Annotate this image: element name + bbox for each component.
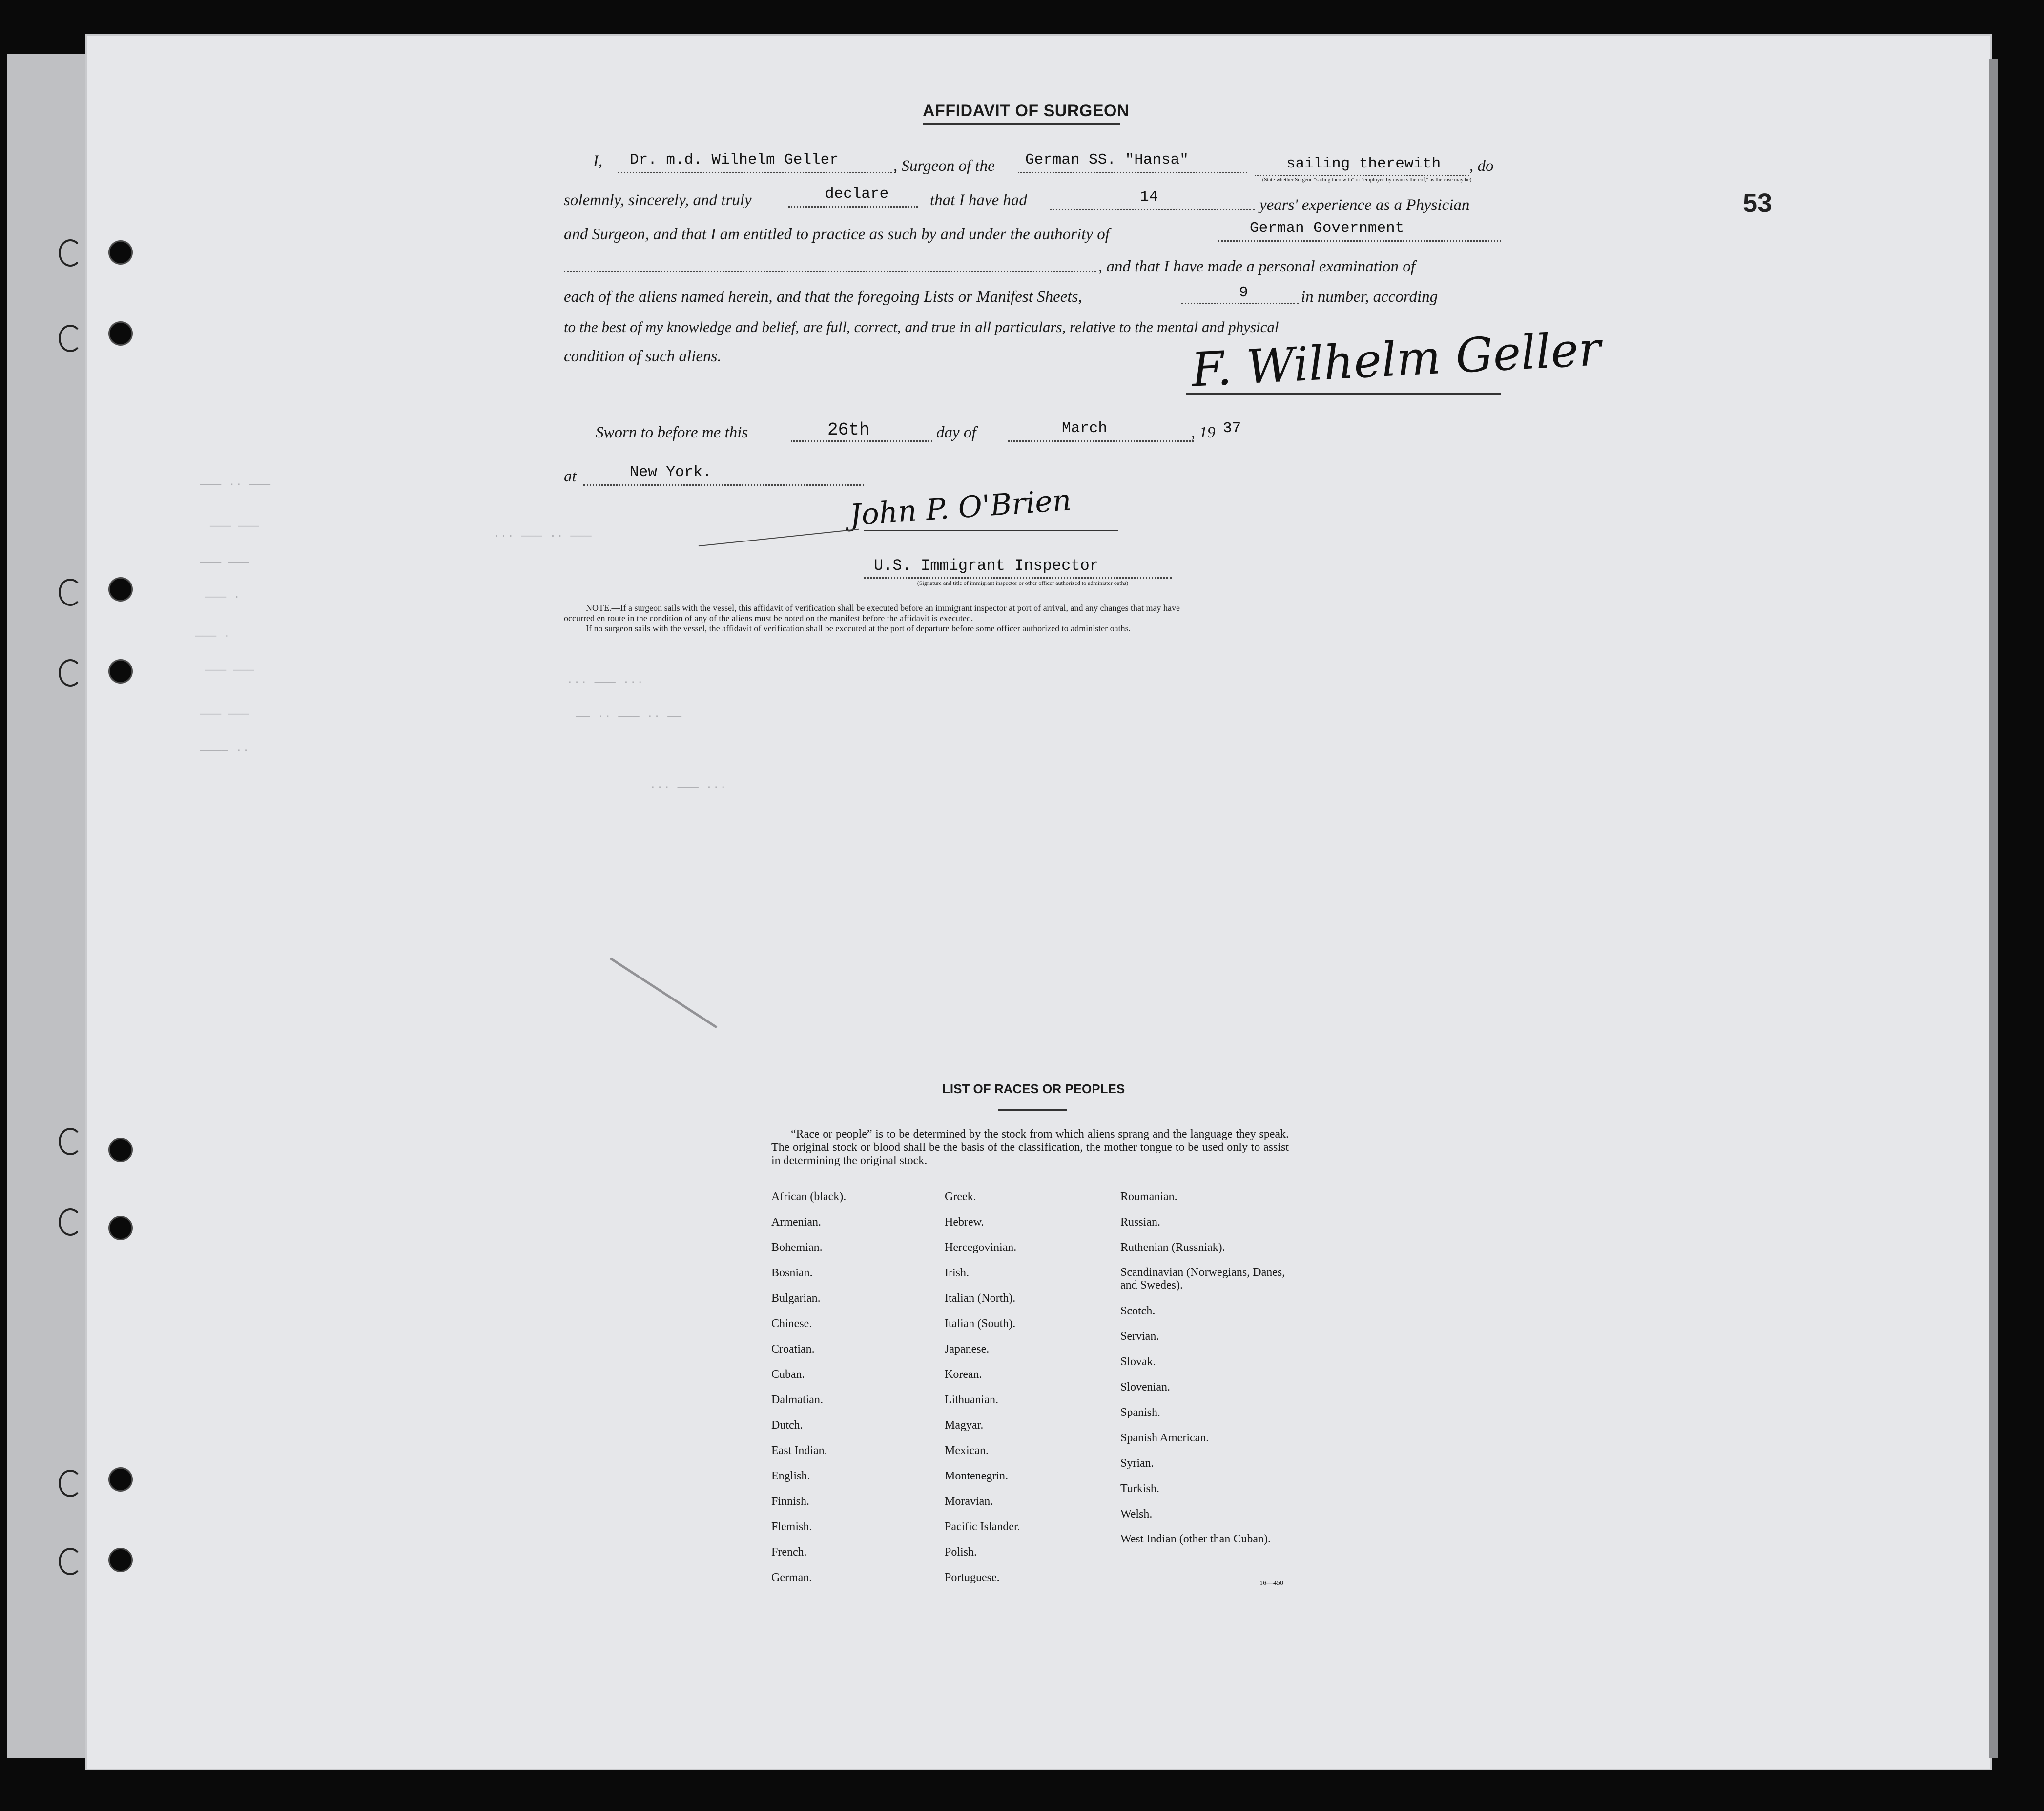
race-item: Slovak. bbox=[1120, 1355, 1156, 1368]
affidavit-note: NOTE.—If a surgeon sails with the vessel, this affidavit of verification shall be executed before an immigrant inspector at port of arrival, and any changes that may have bbox=[586, 603, 1180, 613]
signature-rule bbox=[1186, 393, 1501, 395]
race-item: Spanish. bbox=[1120, 1406, 1161, 1419]
binder-hole bbox=[108, 1467, 133, 1492]
race-item: English. bbox=[771, 1470, 810, 1482]
affidavit-text: I, bbox=[593, 152, 603, 170]
race-item: Magyar. bbox=[945, 1419, 984, 1432]
affidavit-text: , Surgeon of the bbox=[893, 157, 995, 175]
bleed-through-mark: ——— ——— bbox=[205, 664, 254, 677]
binder-hole bbox=[108, 1138, 133, 1162]
title-rule bbox=[923, 123, 1120, 125]
binder-hole-edge bbox=[59, 1548, 82, 1575]
race-item: French. bbox=[771, 1546, 807, 1559]
dotted-rule bbox=[1181, 303, 1299, 304]
sworn-month: March bbox=[1062, 420, 1108, 437]
race-item: Cuban. bbox=[771, 1368, 805, 1381]
page-edge bbox=[1989, 59, 1998, 1758]
race-item: Servian. bbox=[1120, 1330, 1159, 1343]
binder-hole-edge bbox=[59, 579, 82, 606]
years-experience: 14 bbox=[1140, 188, 1158, 206]
title-rule bbox=[998, 1109, 1067, 1111]
race-item: Scotch. bbox=[1120, 1305, 1156, 1317]
affidavit-text: years' experience as a Physician bbox=[1259, 196, 1470, 214]
bleed-through-mark: ——— ——— bbox=[200, 557, 249, 570]
bleed-through-mark: ——— · bbox=[195, 630, 231, 643]
race-item: Greek. bbox=[945, 1190, 976, 1203]
race-item: Lithuanian. bbox=[945, 1394, 998, 1406]
binder-hole bbox=[108, 1216, 133, 1240]
race-item: Mexican. bbox=[945, 1444, 989, 1457]
race-item: Flemish. bbox=[771, 1520, 812, 1533]
race-item: Hercegovinian. bbox=[945, 1241, 1017, 1254]
race-item: Ruthenian (Russniak). bbox=[1120, 1241, 1225, 1254]
binder-hole bbox=[108, 577, 133, 602]
race-item: Slovenian. bbox=[1120, 1381, 1170, 1394]
binder-hole-edge bbox=[59, 325, 82, 352]
race-item: Syrian. bbox=[1120, 1457, 1154, 1470]
race-item: Chinese. bbox=[771, 1317, 812, 1330]
manifest-sheets: 9 bbox=[1239, 284, 1248, 301]
race-item: West Indian (other than Cuban). bbox=[1120, 1533, 1271, 1545]
affidavit-text: Sworn to before me this bbox=[596, 424, 748, 441]
race-item: Portuguese. bbox=[945, 1571, 1000, 1584]
race-item: Italian (South). bbox=[945, 1317, 1016, 1330]
surgeon-status: sailing therewith bbox=[1286, 155, 1441, 172]
vessel-name: German SS. "Hansa" bbox=[1025, 151, 1189, 168]
race-item: Dalmatian. bbox=[771, 1394, 823, 1406]
dotted-rule bbox=[564, 271, 1096, 272]
race-item: East Indian. bbox=[771, 1444, 827, 1457]
dotted-rule bbox=[1050, 209, 1255, 210]
race-item: Korean. bbox=[945, 1368, 982, 1381]
authority: German Government bbox=[1250, 220, 1404, 237]
race-item: Polish. bbox=[945, 1546, 977, 1559]
race-item: Italian (North). bbox=[945, 1292, 1016, 1305]
races-column-2 bbox=[945, 1184, 1020, 1590]
race-item: Finnish. bbox=[771, 1495, 810, 1508]
race-item: Bosnian. bbox=[771, 1267, 813, 1279]
dotted-rule bbox=[788, 206, 918, 208]
sworn-day: 26th bbox=[827, 420, 870, 440]
affidavit-text: condition of such aliens. bbox=[564, 348, 722, 365]
bleed-through-mark: ··· ——— ··· bbox=[649, 781, 727, 794]
affidavit-text: that I have had bbox=[930, 191, 1027, 209]
bleed-through-mark: ——— · bbox=[205, 591, 241, 604]
race-item: Bohemian. bbox=[771, 1241, 823, 1254]
race-item: Spanish American. bbox=[1120, 1432, 1209, 1444]
inspector-rule bbox=[864, 530, 1118, 531]
bleed-through-mark: ··· ——— ··· bbox=[566, 676, 644, 689]
affidavit-note: If no surgeon sails with the vessel, the affidavit of verification shall be executed at the port of departure before some officer authorized to administer oaths. bbox=[586, 624, 1131, 633]
affidavit-text: to the best of my knowledge and belief, are full, correct, and true in all particulars, relative to the mental and physical bbox=[564, 318, 1279, 335]
race-item: Scandinavian (Norwegians, Danes, and Swedes). bbox=[1120, 1266, 1285, 1291]
races-column-3 bbox=[1120, 1184, 1296, 1545]
bleed-through-mark: ··· ——— ·· ——— bbox=[493, 530, 592, 543]
affidavit-text: in number, according bbox=[1301, 288, 1438, 306]
status-instruction: (State whether Surgeon "sailing therewith" or "employed by owners thereof," as the case may be) bbox=[1262, 177, 1472, 183]
binder-strip bbox=[7, 54, 85, 1758]
race-item: Turkish. bbox=[1120, 1482, 1159, 1495]
races-column-1 bbox=[771, 1184, 846, 1590]
race-item: Irish. bbox=[945, 1267, 969, 1279]
affidavit-text: and Surgeon, and that I am entitled to practice as such by and under the authority of bbox=[564, 226, 1110, 243]
bleed-through-mark: ———— ·· bbox=[200, 745, 249, 758]
bleed-through-mark: ——— ·· ——— bbox=[200, 479, 271, 492]
race-item: Roumanian. bbox=[1120, 1190, 1177, 1203]
race-item: Armenian. bbox=[771, 1216, 821, 1228]
dotted-rule bbox=[618, 172, 896, 173]
binder-hole bbox=[108, 1548, 133, 1572]
surgeon-name: Dr. m.d. Wilhelm Geller bbox=[630, 151, 839, 168]
dotted-rule bbox=[791, 440, 932, 442]
binder-hole-edge bbox=[59, 659, 82, 687]
race-item: Welsh. bbox=[1120, 1508, 1153, 1520]
affidavit-text: day of bbox=[936, 424, 976, 441]
races-intro: “Race or people” is to be determined by the stock from which aliens sprang and the language they speak. The original stock or blood shall be the basis of the classification, the mother tongue to be used only to assist in determining the original stock. bbox=[771, 1128, 1289, 1167]
affidavit-text: , and that I have made a personal examination of bbox=[1098, 258, 1415, 275]
affidavit-text: each of the aliens named herein, and that the foregoing Lists or Manifest Sheets, bbox=[564, 288, 1082, 306]
surgeon-signature: F. Wilhelm Geller bbox=[1190, 321, 1602, 397]
inspector-instruction: (Signature and title of immigrant inspector or other officer authorized to administer oaths) bbox=[917, 580, 1129, 586]
dotted-rule bbox=[1018, 172, 1247, 173]
binder-hole bbox=[108, 321, 133, 346]
affidavit-title: AFFIDAVIT OF SURGEON bbox=[923, 102, 1130, 120]
bleed-through-mark: ——— ——— bbox=[200, 708, 249, 721]
dotted-rule bbox=[583, 484, 864, 486]
affidavit-text: solemnly, sincerely, and truly bbox=[564, 191, 752, 209]
bleed-through-mark: —— ·· ——— ·· —— bbox=[576, 710, 682, 724]
sworn-year: 37 bbox=[1223, 420, 1241, 437]
binder-hole-edge bbox=[59, 1208, 82, 1236]
race-item: Japanese. bbox=[945, 1343, 990, 1355]
race-item: Moravian. bbox=[945, 1495, 993, 1508]
binder-hole bbox=[108, 240, 133, 265]
race-item: Pacific Islander. bbox=[945, 1520, 1020, 1533]
race-item: Hebrew. bbox=[945, 1216, 984, 1228]
inspector-signature: John P. O'Brien bbox=[848, 483, 1073, 533]
binder-hole-edge bbox=[59, 1128, 82, 1155]
affidavit-text: at bbox=[564, 468, 577, 485]
race-item: German. bbox=[771, 1571, 812, 1584]
binder-hole-edge bbox=[59, 239, 82, 267]
affidavit-text: , 19 bbox=[1191, 424, 1216, 441]
form-code: 16—450 bbox=[1259, 1580, 1283, 1587]
race-item: Croatian. bbox=[771, 1343, 815, 1355]
race-item: Russian. bbox=[1120, 1216, 1161, 1228]
affidavit-text: , do bbox=[1469, 157, 1494, 175]
page-number: 53 bbox=[1743, 188, 1773, 218]
dotted-rule bbox=[1255, 175, 1469, 176]
race-item: Dutch. bbox=[771, 1419, 803, 1432]
dotted-rule bbox=[864, 577, 1172, 579]
race-item: Bulgarian. bbox=[771, 1292, 821, 1305]
bleed-through-mark: ——— ——— bbox=[210, 520, 259, 533]
dotted-rule bbox=[1218, 240, 1501, 242]
affidavit-note: occurred en route in the condition of any of the aliens must be noted on the manifest before the affidavit is executed. bbox=[564, 613, 973, 623]
declare-word: declare bbox=[825, 186, 889, 203]
binder-hole-edge bbox=[59, 1470, 82, 1497]
race-item: African (black). bbox=[771, 1190, 847, 1203]
races-title: LIST OF RACES OR PEOPLES bbox=[942, 1082, 1125, 1096]
dotted-rule bbox=[1008, 440, 1194, 442]
binder-hole bbox=[108, 659, 133, 684]
sworn-place: New York. bbox=[630, 464, 712, 481]
race-item: Montenegrin. bbox=[945, 1470, 1008, 1482]
inspector-title: U.S. Immigrant Inspector bbox=[874, 557, 1099, 575]
